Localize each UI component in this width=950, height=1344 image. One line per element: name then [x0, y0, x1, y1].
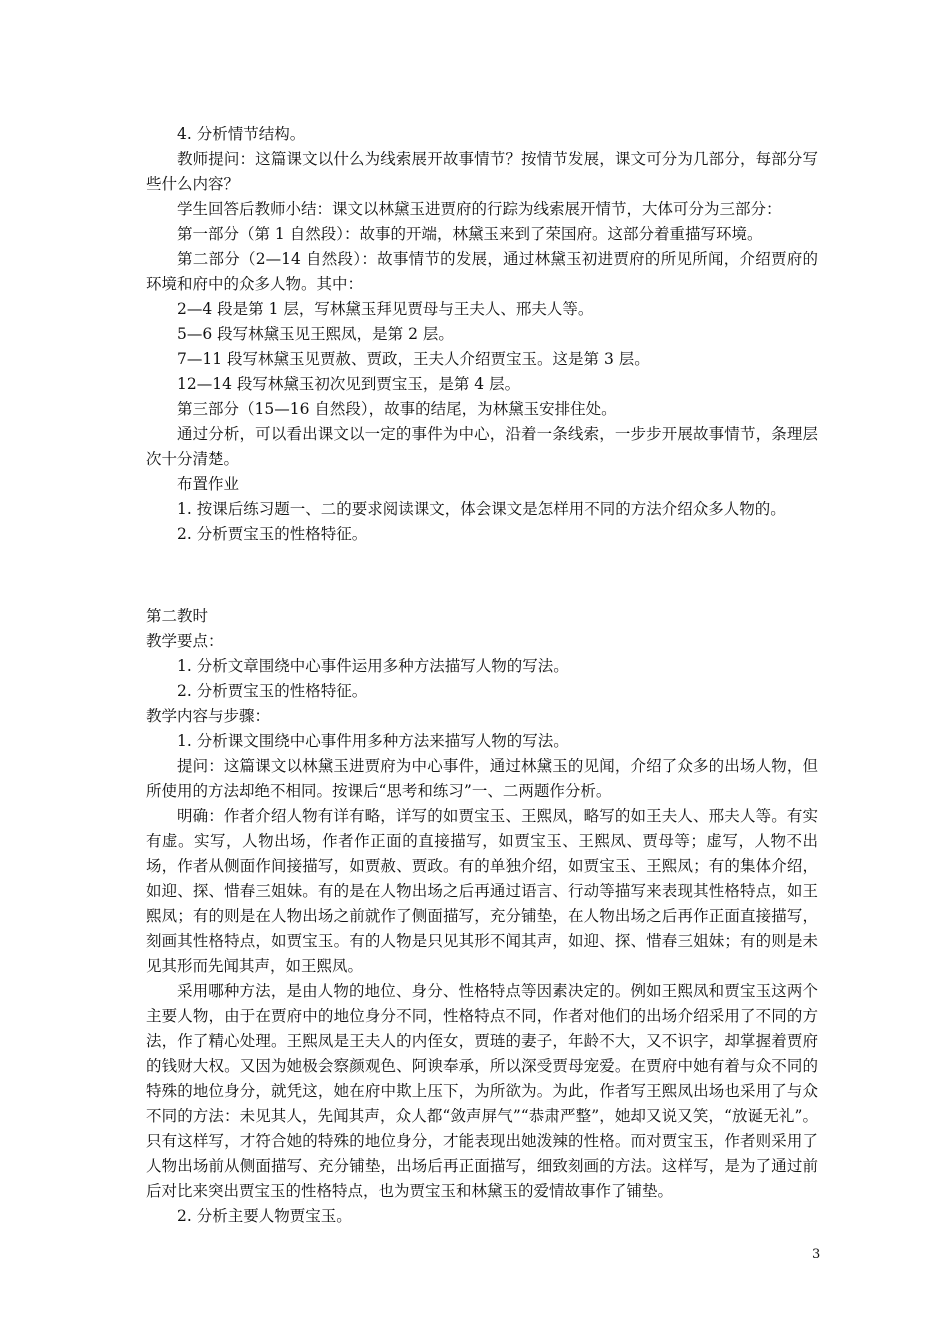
paragraph: 第三部分（15—16 自然段），故事的结尾，为林黛玉安排住处。: [177, 400, 617, 418]
paragraph: 1. 分析文章围绕中心事件运用多种方法描写人物的写法。: [177, 657, 569, 675]
paragraph: 教师提问：这篇课文以什么为线索展开故事情节？按情节发展，课文可分为几部分，每部分写些什么内容？: [146, 150, 818, 193]
paragraph: 2—4 段是第 1 层，写林黛玉拜见贾母与王夫人、邢夫人等。: [177, 300, 594, 318]
paragraph: 提问：这篇课文以林黛玉进贾府为中心事件，通过林黛玉的见闻，介绍了众多的出场人物，但所使用的方法却绝不相同。按课后“思考和练习”一、二两题作分析。: [146, 757, 818, 800]
paragraph: 第二部分（2—14 自然段）：故事情节的发展，通过林黛玉初进贾府的所见所闻，介绍贾府的环境和府中的众多人物。其中：: [146, 250, 818, 293]
paragraph: 2. 分析主要人物贾宝玉。: [177, 1207, 352, 1225]
document-body: [146, 122, 818, 1229]
paragraph: 4. 分析情节结构。: [177, 125, 306, 143]
paragraph: 教学要点：: [146, 632, 224, 650]
paragraph: 12—14 段写林黛玉初次见到贾宝玉，是第 4 层。: [177, 375, 521, 393]
paragraph: 布置作业: [177, 475, 240, 493]
paragraph: 明确：作者介绍人物有详有略，详写的如贾宝玉、王熙凤，略写的如王夫人、邢夫人等。有实有虚。实写，人物出场，作者作正面的直接描写，如贾宝玉、王熙凤、贾母等；虚写，人物不出场，作者从侧面作间接描写，如贾赦、贾政。有的单独介绍，如贾宝玉、王熙凤；有的集体介绍，如迎、探、惜春三姐妹。有的是在人物出场之后再通过语言、行动等描写来表现其性格特点，如王熙凤；有的则是在人物出场之前就作了侧面描写，充分铺垫，在人物出场之后再作正面直接描写，刻画其性格特点，如贾宝玉。有的人物是只见其形不闻其声，如迎、探、惜春三姐妹；有的则是未见其形而先闻其声，如王熙凤。: [146, 807, 818, 975]
paragraph: 教学内容与步骤：: [146, 707, 271, 725]
paragraph: 5—6 段写林黛玉见王熙凤，是第 2 层。: [177, 325, 454, 343]
page-number: 3: [812, 1247, 821, 1262]
paragraph: 1. 分析课文围绕中心事件用多种方法来描写人物的写法。: [177, 732, 569, 750]
paragraph: 第二教时: [146, 607, 209, 625]
paragraph: 学生回答后教师小结：课文以林黛玉进贾府的行踪为线索展开情节，大体可分为三部分：: [177, 200, 782, 218]
paragraph: 2. 分析贾宝玉的性格特征。: [177, 682, 368, 700]
paragraph-gap: [146, 563, 818, 588]
paragraph: 1. 按课后练习题一、二的要求阅读课文，体会课文是怎样用不同的方法介绍众多人物的。: [177, 500, 786, 518]
paragraph: 通过分析，可以看出课文以一定的事件为中心，沿着一条线索，一步步开展故事情节，条理层次十分清楚。: [146, 425, 818, 468]
paragraph: 2. 分析贾宝玉的性格特征。: [177, 525, 368, 543]
paragraph: 第一部分（第 1 自然段）：故事的开端，林黛玉来到了荣国府。这部分着重描写环境。: [177, 225, 763, 243]
paragraph: 7—11 段写林黛玉见贾赦、贾政，王夫人介绍贾宝玉。这是第 3 层。: [177, 350, 650, 368]
paragraph: 采用哪种方法，是由人物的地位、身分、性格特点等因素决定的。例如王熙凤和贾宝玉这两个主要人物，由于在贾府中的地位身分不同，性格特点不同，作者对他们的出场介绍采用了不同的方法，作了精心处理。王熙凤是王夫人的内侄女，贾琏的妻子，年龄不大，又不识字，却掌握着贾府的钱财大权。又因为她极会察颜观色、阿谀奉承，所以深受贾母宠爱。在贾府中她有着与众不同的特殊的地位身分，就凭这，她在府中欺上压下，为所欲为。为此，作者写王熙凤出场也采用了与众不同的方法：未见其人，先闻其声，众人都“敛声屏气”“恭肃严整”，她却又说又笑，“放诞无礼”。只有这样写，才符合她的特殊的地位身分，才能表现出她泼辣的性格。而对贾宝玉，作者则采用了人物出场前从侧面描写、充分铺垫，出场后再正面描写，细致刻画的方法。这样写，是为了通过前后对比来突出贾宝玉的性格特点，也为贾宝玉和林黛玉的爱情故事作了铺垫。: [146, 982, 818, 1200]
